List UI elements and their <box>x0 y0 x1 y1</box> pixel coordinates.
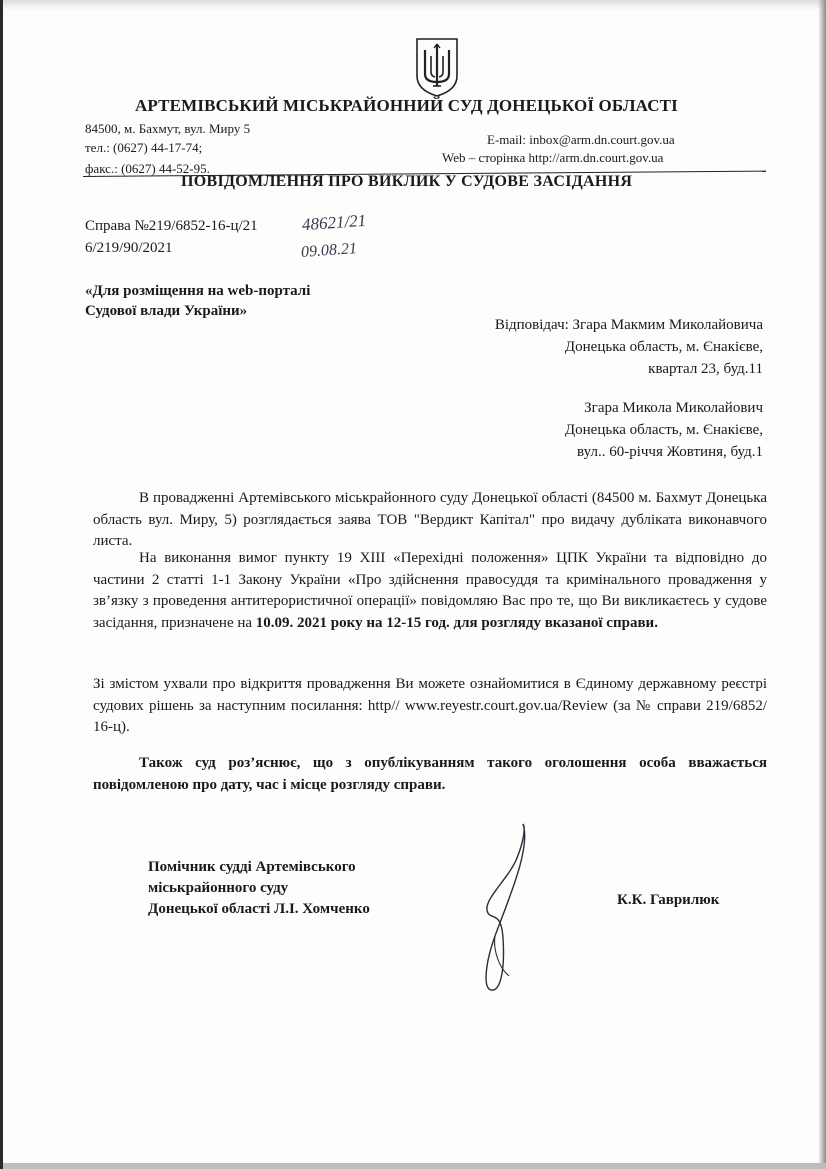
respondent-name: Відповідач: Згара Макмим Миколайовича <box>494 317 763 333</box>
scan-edge-bottom <box>3 1163 826 1169</box>
respondent-address: Донецька область, м. Єнакієве, <box>564 339 763 355</box>
proceeding-number: 6/219/90/2021 <box>85 240 173 256</box>
respondent-address: Донецька область, м. Єнакієве, <box>564 422 763 438</box>
scan-edge-right <box>818 0 826 1169</box>
assistant-court: міськрайонного суду <box>148 880 289 896</box>
court-email: E-mail: inbox@arm.dn.court.gov.ua <box>487 132 675 147</box>
respondent-block <box>565 397 763 463</box>
paragraph-summons <box>93 548 767 634</box>
assistant-region-name: Донецької області Л.І. Хомченко <box>148 901 370 917</box>
signature-mark <box>465 818 545 998</box>
hearing-datetime: 10.09. 2021 року на 12-15 год. для розгляду вказаної справи. <box>255 614 658 631</box>
judge-name: К.К. Гаврилюк <box>617 892 720 908</box>
paragraph-proceeding: В провадженні Артемівського міськрайонного суду Донецької області (84500 м. Бахмут Донецька область вул. Миру, 5) розглядається заява ТОВ "Вердикт Капітал" про видачу дубліката виконавчого листа. <box>93 490 767 549</box>
respondent-address: квартал 23, буд.11 <box>648 361 763 377</box>
scan-edge-top <box>3 0 826 10</box>
summons-text: На виконання вимог пункту 19 XIII «Перехідні положення» ЦПК України та відповідно до частини 2 статті 1-1 Закону України «Про здійснення правосуддя та кримінального провадження у зв’язку з проведення антитерористичної операції» повідомляю Вас про те, що Ви викликаєтесь у судове засідання, призначене на <box>93 550 767 631</box>
court-website: Web – сторінка http://arm.dn.court.gov.ua <box>442 150 664 165</box>
notice-title: ПОВІДОМЛЕННЯ ПРО ВИКЛИК У СУДОВЕ ЗАСІДАННЯ <box>181 173 633 190</box>
assistant-signature-block <box>148 857 370 920</box>
handwritten-registration-date: 09.08.21 <box>300 240 358 261</box>
respondent-name: Згара Микола Миколайович <box>584 400 763 416</box>
paragraph-registry: Зі змістом ухвали про відкриття провадження Ви можете ознайомитися в Єдиному державному реєстрі судових рішень за наступним посилання: http// www.reyestr.court.gov.ua/Review (за № справи 219/6852/ 16-ц). <box>93 676 767 735</box>
respondent-address: вул.. 60-річчя Жовтиня, буд.1 <box>577 444 763 460</box>
handwritten-registration-number: 48621/21 <box>301 210 367 235</box>
court-phone: тел.: (0627) 44-17-74; <box>85 140 203 155</box>
assistant-title: Помічник судді Артемівського <box>148 859 356 875</box>
coat-of-arms-icon <box>414 36 460 98</box>
court-fax: факс.: (0627) 44-52-95. <box>85 161 210 176</box>
portal-note-line: «Для розміщення на web-порталі <box>85 283 311 299</box>
paragraph-clarification: Також суд роз’яснює, що з опублікуванням такого оголошення особа вважається повідомленою про дату, час і місце розгляду справи. <box>93 755 767 793</box>
court-name: АРТЕМІВСЬКИЙ МІСЬКРАЙОННИЙ СУД ДОНЕЦЬКОЇ ОБЛАСТІ <box>135 96 678 115</box>
respondent-block <box>495 314 763 380</box>
case-number: Справа №219/6852-16-ц/21 <box>85 218 258 234</box>
portal-note-line: Судової влади України» <box>85 303 248 319</box>
portal-note <box>85 281 310 321</box>
court-address: 84500, м. Бахмут, вул. Миру 5 <box>85 121 251 136</box>
